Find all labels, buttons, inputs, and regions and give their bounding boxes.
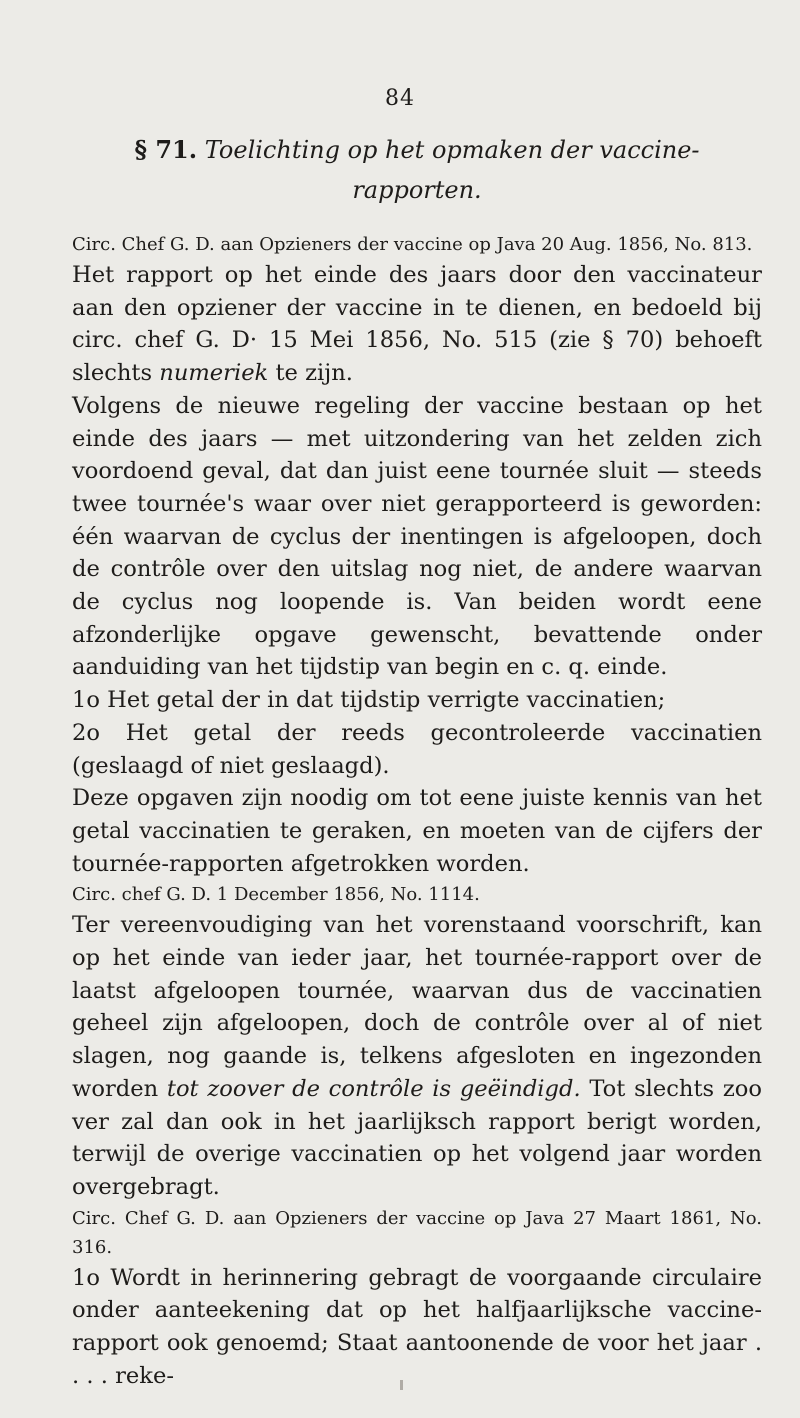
circular-citation: Circ. chef G. D. 1 December 1856, No. 1114. bbox=[72, 884, 480, 906]
list-item: 1o Het getal der in dat tijdstip verrigte vaccinatien; bbox=[72, 687, 666, 714]
list-item: 2o Het getal der reeds gecontroleerde vaccinatien (geslaagd of niet geslaagd). bbox=[72, 719, 762, 779]
print-speck bbox=[400, 1380, 403, 1390]
circular-citation: Circ. Chef G. D. aan Opzieners der vaccine op Java 20 Aug. 1856, No. 813. bbox=[72, 234, 753, 255]
paragraph: Het rapport op het einde des jaars door den vaccinateur aan den opziener der vaccine in te dienen, en bedoeld bij circ. chef G. D· 15 Mei 1856, No. 515 (zie § 70) behoeft slechts numeriek te zijn. bbox=[72, 262, 762, 387]
paragraph: Deze opgaven zijn noodig om tot eene juiste kennis van het getal vaccinatien te geraken, en moeten van de cijfers der tournée-rapporten afgetrokken worden. bbox=[72, 785, 762, 877]
circular-citation: Circ. Chef G. D. aan Opzieners der vaccine op Java 27 Maart 1861, No. 316. bbox=[72, 1207, 762, 1258]
section-number: § 71. bbox=[134, 135, 198, 164]
page-number: 84 bbox=[385, 86, 415, 111]
paragraph: Volgens de nieuwe regeling der vaccine bestaan op het einde des jaars — met uitzondering van het zelden zich voordoend geval, dat dan juist eene tournée sluit — steeds twee tournée's waar over niet gerapporteerd is geworden: één waarvan de cyclus der inentingen is afgeloopen, doch de contrôle over den uitslag nog niet, de andere waarvan de cyclus nog loopende is. Van beiden wordt eene afzonderlijke opgave gewenscht, bevattende onder aanduiding van het tijdstip van begin en c. q. einde. bbox=[72, 392, 762, 681]
list-item: 1o Wordt in herinnering gebragt de voorgaande circulaire onder aanteekening dat op het halfjaarlijksche vaccine-rapport ook genoemd; Staat aantoonende de voor het jaar . . . . reke- bbox=[72, 1264, 762, 1389]
page-body bbox=[72, 130, 762, 1393]
section-heading bbox=[72, 130, 762, 210]
paragraph: Ter vereenvoudiging van het vorenstaand voorschrift, kan op het einde van ieder jaar, het tournée-rapport over de laatst afgeloopen tournée, waarvan dus de vaccinatien geheel zijn afgeloopen, doch de contrôle over al of niet slagen, nog gaande is, telkens afgesloten en ingezonden worden tot zoover de contrôle is geëindigd. Tot slechts zoo ver zal dan ook in het jaarlijksch rapport berigt worden, terwijl de overige vaccinatien op het volgend jaar worden overgebragt. bbox=[72, 912, 762, 1200]
section-title: Toelichting op het opmaken der vaccine-rapporten. bbox=[204, 136, 700, 204]
